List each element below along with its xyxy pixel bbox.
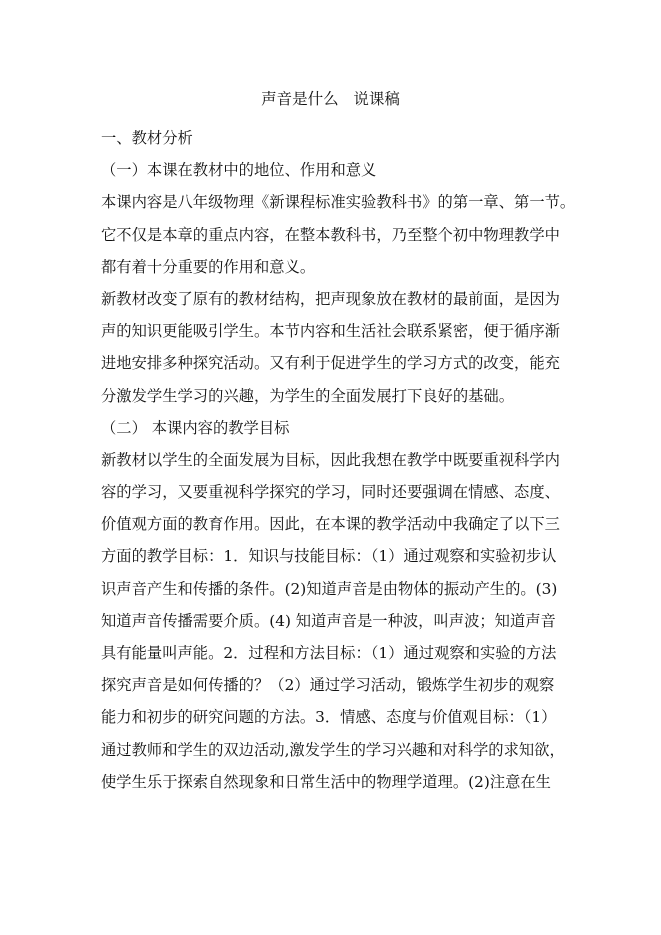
paragraph-line: 通过教师和学生的双边活动,激发学生的学习兴趣和对科学的求知欲， <box>101 740 565 759</box>
paragraph-line: 容的学习，又要重视科学探究的学习，同时还要强调在情感、态度、 <box>101 483 560 502</box>
section-heading: 一、教材分析 <box>101 129 193 147</box>
subsection-heading: （一）本课在教材中的地位、作用和意义 <box>101 161 377 180</box>
paragraph-line: 新教材改变了原有的教材结构，把声现象放在教材的最前面，是因为 <box>101 289 560 308</box>
paragraph-line: 分激发学生学习的兴趣，为学生的全面发展打下良好的基础。 <box>101 386 515 405</box>
paragraph-line: 进地安排多种探究活动。又有利于促进学生的学习方式的改变，能充 <box>101 354 560 373</box>
paragraph-line: 知道声音传播需要介质。(4) 知道声音是一种波，叫声波；知道声音 <box>101 611 556 630</box>
paragraph-line: 价值观方面的教育作用。因此，在本课的教学活动中我确定了以下三 <box>101 515 560 534</box>
paragraph-line: 它不仅是本章的重点内容，在整本教科书，乃至整个初中物理教学中 <box>101 225 560 244</box>
paragraph-line: 使学生乐于探索自然现象和日常生活中的物理学道理。(2)注意在生 <box>101 772 551 791</box>
paragraph-line: 声的知识更能吸引学生。本节内容和生活社会联系紧密，便于循序渐 <box>101 322 560 341</box>
document-title: 声音是什么 说课稿 <box>261 90 400 108</box>
document-body <box>101 122 576 798</box>
paragraph-line: 新教材以学生的全面发展为目标，因此我想在教学中既要重视科学内 <box>101 450 560 469</box>
paragraph-line: 探究声音是如何传播的？（2）通过学习活动，锻炼学生初步的观察 <box>101 676 555 695</box>
subsection-heading: （二） 本课内容的教学目标 <box>101 418 290 437</box>
paragraph-line: 具有能量叫声能。2．过程和方法目标：（1）通过观察和实验的方法 <box>101 644 557 662</box>
paragraph-line: 都有着十分重要的作用和意义。 <box>101 257 316 276</box>
paragraph-line: 能力和初步的研究问题的方法。3．情感、态度与价值观目标：（1） <box>101 708 557 727</box>
paragraph-line: 本课内容是八年级物理《新课程标准实验教科书》的第一章、第一节。 <box>101 193 576 212</box>
paragraph-line: 识声音产生和传播的条件。(2)知道声音是由物体的振动产生的。(3) <box>101 579 558 598</box>
paragraph-line: 方面的教学目标：1．知识与技能目标：（1）通过观察和实验初步认 <box>101 547 557 566</box>
